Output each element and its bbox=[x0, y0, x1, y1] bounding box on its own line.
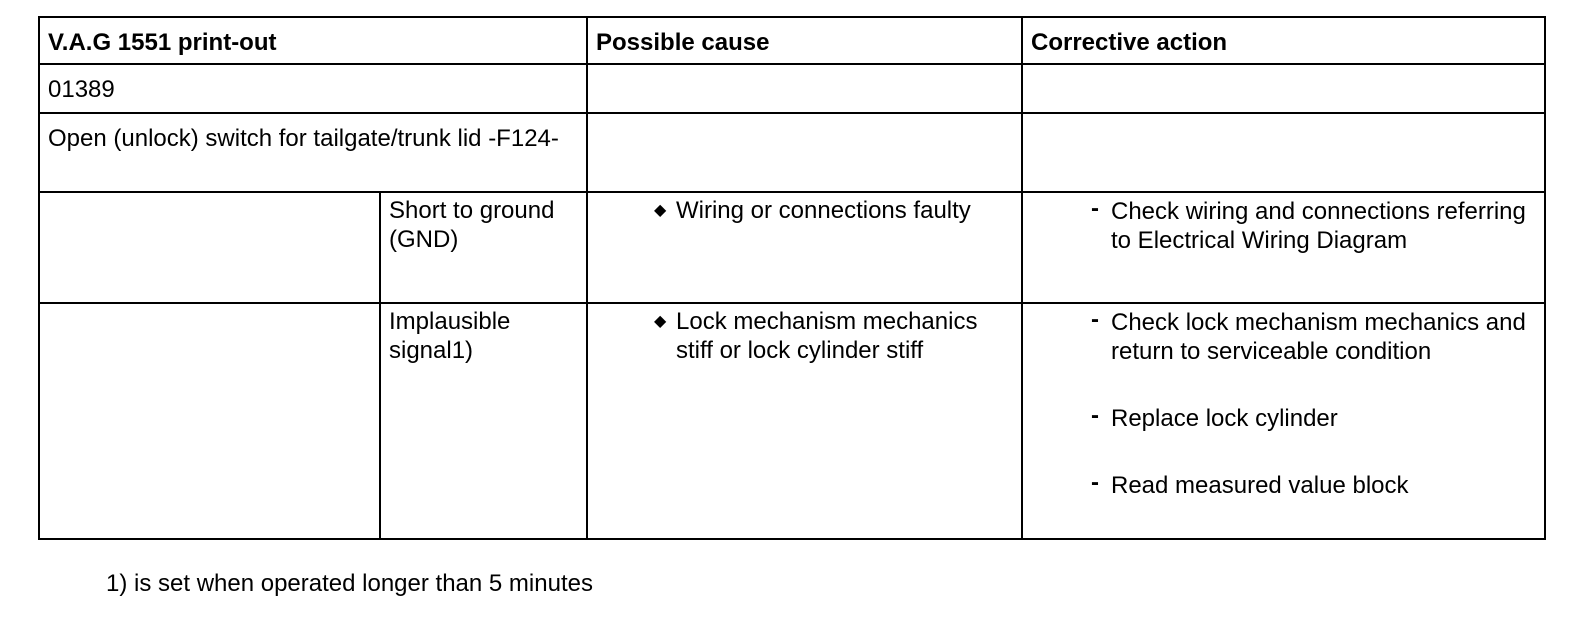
bullet-icon: ◆ bbox=[654, 313, 667, 330]
table-row bbox=[39, 303, 1545, 539]
fault-status: Short to ground (GND) bbox=[389, 197, 555, 253]
empty-cell bbox=[1022, 64, 1545, 113]
empty-cell bbox=[1022, 113, 1545, 192]
header-corrective-action: Corrective action bbox=[1022, 17, 1545, 64]
cause-text: Lock mechanism mechanics stiff or lock cylinder stiff bbox=[676, 308, 978, 364]
dash-icon: - bbox=[1091, 306, 1099, 333]
component-name: Open (unlock) switch for tailgate/trunk lid -F124- bbox=[48, 125, 559, 152]
table-row bbox=[39, 64, 1545, 113]
dash-icon: - bbox=[1091, 402, 1099, 429]
cause-item bbox=[588, 304, 1021, 365]
action-item bbox=[1023, 304, 1544, 366]
dash-icon: - bbox=[1091, 195, 1099, 222]
footnote: 1) is set when operated longer than 5 minutes bbox=[106, 570, 593, 597]
action-text: Replace lock cylinder bbox=[1111, 405, 1338, 432]
table-header-row bbox=[39, 17, 1545, 64]
bullet-icon: ◆ bbox=[654, 202, 667, 219]
action-item bbox=[1023, 400, 1544, 433]
action-text: Read measured value block bbox=[1111, 472, 1409, 499]
fault-code-table bbox=[38, 16, 1546, 540]
header-possible-cause: Possible cause bbox=[587, 17, 1022, 64]
cause-text: Wiring or connections faulty bbox=[676, 197, 971, 224]
empty-cell bbox=[39, 303, 380, 539]
empty-cell bbox=[587, 113, 1022, 192]
fault-code: 01389 bbox=[48, 76, 115, 103]
table-row bbox=[39, 192, 1545, 303]
header-printout: V.A.G 1551 print-out bbox=[39, 17, 587, 64]
empty-cell bbox=[39, 192, 380, 303]
dash-icon: - bbox=[1091, 469, 1099, 496]
action-text: Check lock mechanism mechanics and return to serviceable condition bbox=[1111, 309, 1526, 365]
action-text: Check wiring and connections referring to Electrical Wiring Diagram bbox=[1111, 198, 1526, 254]
table-row bbox=[39, 113, 1545, 192]
cause-item bbox=[588, 193, 1021, 225]
fault-status: Implausible signal1) bbox=[389, 308, 511, 364]
action-item bbox=[1023, 467, 1544, 500]
empty-cell bbox=[587, 64, 1022, 113]
action-item bbox=[1023, 193, 1544, 255]
